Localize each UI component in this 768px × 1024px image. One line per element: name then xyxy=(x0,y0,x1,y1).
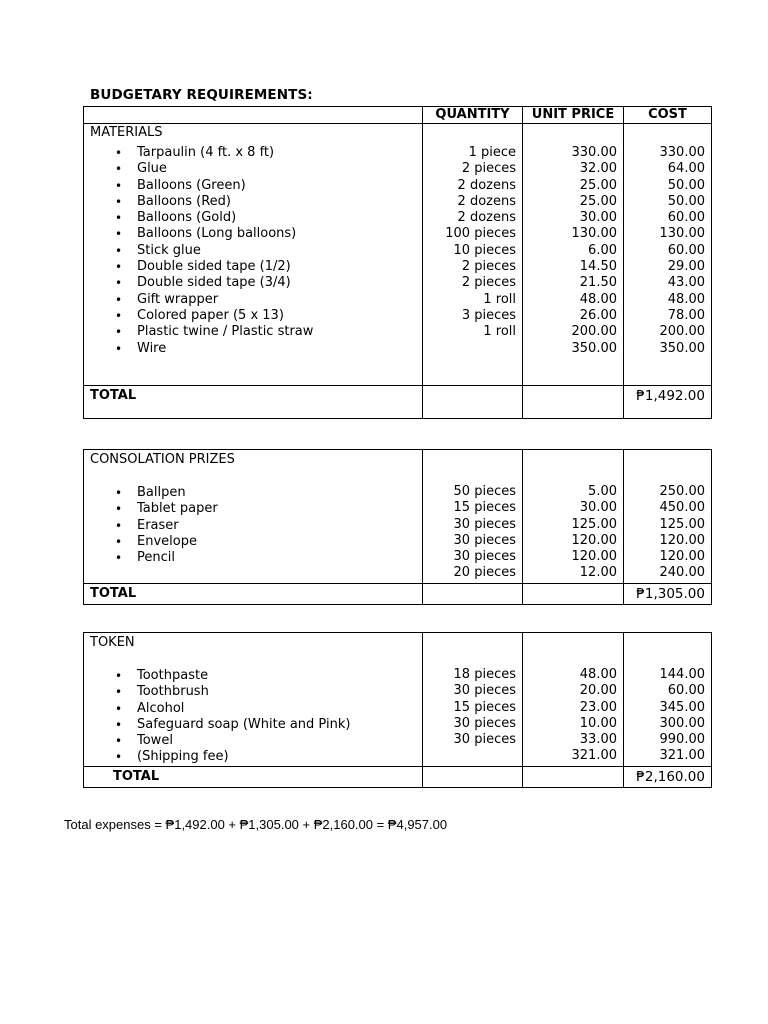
token-price-list xyxy=(523,667,623,765)
item-quantity: 50 pieces xyxy=(453,484,516,499)
item-unit-price: 25.00 xyxy=(579,193,617,209)
item-unit-price: 350.00 xyxy=(571,340,617,356)
item-unit-price: 200.00 xyxy=(571,324,617,340)
item-quantity: 1 roll xyxy=(483,324,516,340)
item-quantity: 3 pieces xyxy=(461,307,516,323)
consolation-title: CONSOLATION PRIZES xyxy=(90,452,235,467)
token-cost-list xyxy=(624,667,711,765)
item-quantity: 1 roll xyxy=(483,291,516,307)
item-quantity: 2 dozens xyxy=(457,210,516,226)
item-quantity: 100 pieces xyxy=(445,226,516,242)
item-cost: 990.00 xyxy=(659,732,705,748)
item-cost: 350.00 xyxy=(659,340,705,356)
item-cost: 240.00 xyxy=(659,565,705,581)
item-unit-price: 20.00 xyxy=(579,683,617,699)
item-unit-price: 120.00 xyxy=(571,549,617,565)
list-item: • Balloons (Gold) xyxy=(90,210,416,226)
consolation-body-row xyxy=(84,450,712,584)
item-unit-price: 30.00 xyxy=(579,210,617,226)
list-item: • Gift wrapper xyxy=(90,292,416,308)
item-cost: 125.00 xyxy=(659,516,705,532)
item-quantity: 2 pieces xyxy=(461,275,516,291)
item-unit-price: 21.50 xyxy=(579,275,617,291)
list-item xyxy=(90,566,416,582)
item-cost: 120.00 xyxy=(659,532,705,548)
item-cost: 321.00 xyxy=(659,748,705,764)
materials-total-value: ₱1,492.00 xyxy=(624,386,712,419)
total-expenses-summary: Total expenses = ₱1,492.00 + ₱1,305.00 + ₱2,160.00 = ₱4,957.00 xyxy=(64,817,448,832)
list-item: • Balloons (Red) xyxy=(90,194,416,210)
item-unit-price: 14.50 xyxy=(579,259,617,275)
item-quantity: 30 pieces xyxy=(453,549,516,565)
list-item: • Colored paper (5 x 13) xyxy=(90,308,416,324)
materials-total-label: TOTAL xyxy=(84,386,423,419)
list-item: • Pencil xyxy=(90,550,416,566)
item-quantity: 1 piece xyxy=(468,145,516,160)
item-cost: 345.00 xyxy=(659,699,705,715)
item-quantity: 2 pieces xyxy=(461,161,516,177)
consolation-total-label: TOTAL xyxy=(84,583,423,604)
item-cost: 120.00 xyxy=(659,549,705,565)
item-cost: 130.00 xyxy=(659,226,705,242)
item-cost: 60.00 xyxy=(667,683,705,699)
token-title: TOKEN xyxy=(90,635,135,650)
list-item: • Alcohol xyxy=(90,701,416,717)
consolation-table xyxy=(83,449,712,605)
header-unit-price: UNIT PRICE xyxy=(523,107,624,124)
materials-price-list xyxy=(523,145,623,357)
item-cost: 43.00 xyxy=(667,275,705,291)
token-table xyxy=(83,632,712,788)
item-cost: 50.00 xyxy=(667,177,705,193)
item-unit-price: 26.00 xyxy=(579,307,617,323)
item-cost: 60.00 xyxy=(667,210,705,226)
materials-table xyxy=(83,106,712,419)
list-item: • Tablet paper xyxy=(90,501,416,517)
item-unit-price: 321.00 xyxy=(571,748,617,764)
header-quantity: QUANTITY xyxy=(423,107,523,124)
consolation-item-list xyxy=(90,485,416,583)
token-body-row xyxy=(84,633,712,767)
item-quantity: 20 pieces xyxy=(453,565,516,581)
item-unit-price: 33.00 xyxy=(579,732,617,748)
item-quantity xyxy=(423,748,522,764)
token-total-label: TOTAL xyxy=(84,766,423,787)
item-unit-price: 330.00 xyxy=(571,145,617,160)
materials-body-row xyxy=(84,124,712,386)
item-cost: 330.00 xyxy=(659,145,705,160)
item-cost: 250.00 xyxy=(659,484,705,499)
list-item: • Eraser xyxy=(90,518,416,534)
materials-quantity-list xyxy=(423,145,522,357)
item-quantity xyxy=(423,341,522,357)
page-heading: BUDGETARY REQUIREMENTS: xyxy=(90,87,313,103)
item-unit-price: 10.00 xyxy=(579,715,617,731)
item-quantity: 15 pieces xyxy=(453,699,516,715)
item-cost: 300.00 xyxy=(659,715,705,731)
list-item: • Ballpen xyxy=(90,485,416,501)
list-item: • Envelope xyxy=(90,534,416,550)
consolation-total-row xyxy=(84,583,712,604)
materials-total-row xyxy=(84,386,712,419)
item-cost: 200.00 xyxy=(659,324,705,340)
item-unit-price: 12.00 xyxy=(579,565,617,581)
item-unit-price: 125.00 xyxy=(571,516,617,532)
item-cost: 144.00 xyxy=(659,667,705,682)
item-quantity: 30 pieces xyxy=(453,683,516,699)
item-unit-price: 48.00 xyxy=(579,291,617,307)
item-unit-price: 23.00 xyxy=(579,699,617,715)
item-quantity: 2 dozens xyxy=(457,177,516,193)
item-quantity: 30 pieces xyxy=(453,516,516,532)
item-quantity: 30 pieces xyxy=(453,732,516,748)
item-quantity: 2 dozens xyxy=(457,193,516,209)
list-item: • Toothpaste xyxy=(90,668,416,684)
item-cost: 64.00 xyxy=(667,161,705,177)
token-item-list xyxy=(90,668,416,766)
token-total-value: ₱2,160.00 xyxy=(624,766,712,787)
item-unit-price: 5.00 xyxy=(588,484,617,499)
item-unit-price: 25.00 xyxy=(579,177,617,193)
item-unit-price: 120.00 xyxy=(571,532,617,548)
item-quantity: 15 pieces xyxy=(453,500,516,516)
list-item: • Toothbrush xyxy=(90,684,416,700)
list-item: • Double sided tape (1/2) xyxy=(90,259,416,275)
consolation-price-list xyxy=(523,484,623,582)
materials-cost-list xyxy=(624,145,711,357)
list-item: • Stick glue xyxy=(90,243,416,259)
list-item: • Tarpaulin (4 ft. x 8 ft) xyxy=(90,145,416,161)
item-cost: 48.00 xyxy=(667,291,705,307)
list-item: • Balloons (Green) xyxy=(90,178,416,194)
item-quantity: 10 pieces xyxy=(453,242,516,258)
consolation-quantity-list xyxy=(423,484,522,582)
item-cost: 50.00 xyxy=(667,193,705,209)
header-blank xyxy=(84,107,423,124)
item-unit-price: 130.00 xyxy=(571,226,617,242)
token-total-row xyxy=(84,766,712,787)
list-item: • Double sided tape (3/4) xyxy=(90,275,416,291)
item-quantity: 30 pieces xyxy=(453,715,516,731)
consolation-total-value: ₱1,305.00 xyxy=(624,583,712,604)
materials-title: MATERIALS xyxy=(90,125,163,140)
item-unit-price: 6.00 xyxy=(588,242,617,258)
list-item: • (Shipping fee) xyxy=(90,749,416,765)
list-item: • Safeguard soap (White and Pink) xyxy=(90,717,416,733)
item-unit-price: 30.00 xyxy=(579,500,617,516)
materials-item-list xyxy=(90,145,416,357)
list-item: • Plastic twine / Plastic straw xyxy=(90,324,416,340)
item-unit-price: 48.00 xyxy=(579,667,617,682)
item-quantity: 2 pieces xyxy=(461,259,516,275)
header-cost: COST xyxy=(624,107,712,124)
item-cost: 450.00 xyxy=(659,500,705,516)
item-quantity: 18 pieces xyxy=(453,667,516,682)
list-item: • Glue xyxy=(90,161,416,177)
list-item: • Wire xyxy=(90,341,416,357)
token-quantity-list xyxy=(423,667,522,765)
item-unit-price: 32.00 xyxy=(579,161,617,177)
consolation-cost-list xyxy=(624,484,711,582)
column-header-row xyxy=(84,107,712,124)
item-cost: 78.00 xyxy=(667,307,705,323)
item-quantity: 30 pieces xyxy=(453,532,516,548)
item-cost: 29.00 xyxy=(667,259,705,275)
list-item: • Towel xyxy=(90,733,416,749)
item-cost: 60.00 xyxy=(667,242,705,258)
list-item: • Balloons (Long balloons) xyxy=(90,226,416,242)
